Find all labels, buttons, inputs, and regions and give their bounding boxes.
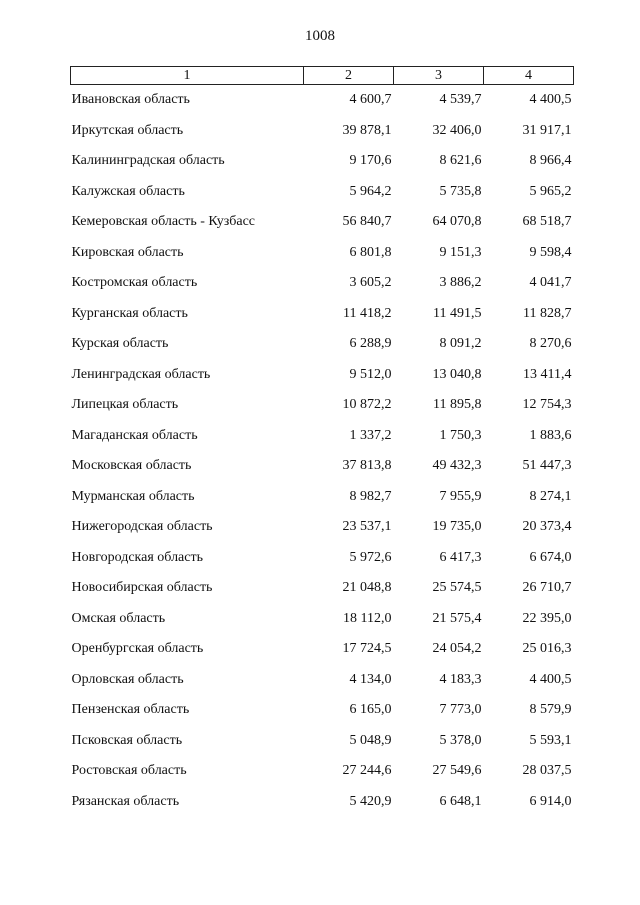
region-name-cell: Ленинградская область [71,366,211,382]
value-cell-col-2: 5 964,2 [349,183,392,199]
value-cell-col-3: 24 054,2 [432,641,482,657]
region-name-cell: Курская область [71,336,169,352]
value-cell-col-4: 4 400,5 [529,671,572,687]
value-cell-col-4: 20 373,4 [522,519,572,535]
value-cell-col-2: 39 878,1 [342,122,392,138]
value-cell-col-4: 22 395,0 [522,610,572,626]
table-row [71,299,574,330]
table-row [71,390,574,421]
value-cell-col-2: 6 288,9 [349,336,392,352]
table-row [71,451,574,482]
value-cell-col-3: 7 773,0 [439,702,482,718]
table-row [71,634,574,665]
value-cell-col-2: 18 112,0 [343,610,392,626]
value-cell-col-4: 8 270,6 [529,336,572,352]
table-row [71,146,574,177]
value-cell-col-3: 64 070,8 [432,214,482,230]
value-cell-col-4: 6 674,0 [529,549,572,565]
value-cell-col-4: 8 274,1 [529,488,572,504]
value-cell-col-4: 31 917,1 [522,122,572,138]
value-cell-col-3: 13 040,8 [432,366,482,382]
region-name-cell: Омская область [71,610,166,626]
value-cell-col-2: 21 048,8 [342,580,392,596]
region-name-cell: Кировская область [71,244,184,260]
table-row [71,268,574,299]
region-name-cell: Пензенская область [71,702,190,718]
table-row [71,543,574,574]
value-cell-col-3: 6 648,1 [439,793,482,809]
header-cell-col-1: 1 [71,67,304,85]
value-cell-col-4: 26 710,7 [522,580,572,596]
value-cell-col-3: 4 539,7 [439,92,482,108]
table-row [71,482,574,513]
value-cell-col-3: 3 886,2 [439,275,482,291]
table-row [71,116,574,147]
value-cell-col-2: 5 972,6 [349,549,392,565]
region-name-cell: Ивановская область [71,92,190,108]
value-cell-col-2: 6 165,0 [349,702,392,718]
data-table [70,66,574,817]
value-cell-col-2: 37 813,8 [342,458,392,474]
table-row [71,604,574,635]
header-row [71,67,574,85]
value-cell-col-4: 8 966,4 [529,153,572,169]
region-name-cell: Новгородская область [71,549,203,565]
value-cell-col-2: 27 244,6 [342,763,392,779]
value-cell-col-3: 11 491,5 [433,305,482,321]
value-cell-col-4: 51 447,3 [522,458,572,474]
table-row [71,756,574,787]
value-cell-col-2: 9 170,6 [349,153,392,169]
value-cell-col-4: 5 593,1 [529,732,572,748]
value-cell-col-2: 6 801,8 [349,244,392,260]
value-cell-col-4: 28 037,5 [522,763,572,779]
value-cell-col-3: 5 378,0 [439,732,482,748]
table-row [71,695,574,726]
value-cell-col-2: 1 337,2 [349,427,392,443]
value-cell-col-3: 19 735,0 [432,519,482,535]
table-header [71,67,574,85]
value-cell-col-3: 6 417,3 [439,549,482,565]
value-cell-col-3: 1 750,3 [439,427,482,443]
region-name-cell: Новосибирская область [71,580,213,596]
region-name-cell: Магаданская область [71,427,198,443]
value-cell-col-2: 10 872,2 [342,397,392,413]
region-name-cell: Курганская область [71,305,188,321]
value-cell-col-3: 9 151,3 [439,244,482,260]
value-cell-col-2: 23 537,1 [342,519,392,535]
value-cell-col-4: 4 400,5 [529,92,572,108]
value-cell-col-4: 13 411,4 [523,366,572,382]
region-name-cell: Псковская область [71,732,183,748]
value-cell-col-3: 8 091,2 [439,336,482,352]
table-row [71,573,574,604]
table-row [71,85,574,116]
table-row [71,512,574,543]
table-row [71,665,574,696]
value-cell-col-4: 12 754,3 [522,397,572,413]
value-cell-col-2: 4 600,7 [349,92,392,108]
table-row [71,238,574,269]
region-name-cell: Кемеровская область - Кузбасс [71,214,256,230]
value-cell-col-2: 8 982,7 [349,488,392,504]
table-row [71,177,574,208]
value-cell-col-3: 8 621,6 [439,153,482,169]
header-cell-col-3: 3 [394,67,484,85]
table-row [71,207,574,238]
value-cell-col-2: 9 512,0 [349,366,392,382]
value-cell-col-2: 56 840,7 [342,214,392,230]
value-cell-col-4: 68 518,7 [522,214,572,230]
region-name-cell: Калужская область [71,183,185,199]
value-cell-col-2: 3 605,2 [349,275,392,291]
table-row [71,787,574,818]
region-name-cell: Ростовская область [71,763,187,779]
region-name-cell: Липецкая область [71,397,179,413]
header-cell-col-2: 2 [304,67,394,85]
table-row [71,360,574,391]
value-cell-col-4: 11 828,7 [523,305,572,321]
region-name-cell: Московская область [71,458,192,474]
value-cell-col-4: 4 041,7 [529,275,572,291]
region-name-cell: Рязанская область [71,793,180,809]
value-cell-col-3: 25 574,5 [432,580,482,596]
value-cell-col-2: 4 134,0 [349,671,392,687]
value-cell-col-2: 11 418,2 [343,305,392,321]
value-cell-col-3: 4 183,3 [439,671,482,687]
value-cell-col-4: 8 579,9 [529,702,572,718]
value-cell-col-4: 1 883,6 [529,427,572,443]
value-cell-col-3: 21 575,4 [432,610,482,626]
value-cell-col-2: 5 420,9 [349,793,392,809]
region-name-cell: Орловская область [71,671,184,687]
table-row [71,726,574,757]
value-cell-col-3: 7 955,9 [439,488,482,504]
region-name-cell: Иркутская область [71,122,184,138]
region-name-cell: Калининградская область [71,153,225,169]
value-cell-col-4: 5 965,2 [529,183,572,199]
region-name-cell: Мурманская область [71,488,195,504]
table-row [71,329,574,360]
table-body [71,85,574,818]
value-cell-col-2: 17 724,5 [342,641,392,657]
value-cell-col-3: 49 432,3 [432,458,482,474]
header-cell-col-4: 4 [484,67,574,85]
value-cell-col-4: 25 016,3 [522,641,572,657]
value-cell-col-3: 27 549,6 [432,763,482,779]
value-cell-col-4: 6 914,0 [529,793,572,809]
page-number: 1008 [305,28,335,44]
value-cell-col-3: 11 895,8 [433,397,482,413]
region-name-cell: Костромская область [71,275,198,291]
value-cell-col-2: 5 048,9 [349,732,392,748]
value-cell-col-3: 32 406,0 [432,122,482,138]
region-name-cell: Нижегородская область [71,519,213,535]
table-row [71,421,574,452]
value-cell-col-3: 5 735,8 [439,183,482,199]
region-name-cell: Оренбургская область [71,641,204,657]
value-cell-col-4: 9 598,4 [529,244,572,260]
